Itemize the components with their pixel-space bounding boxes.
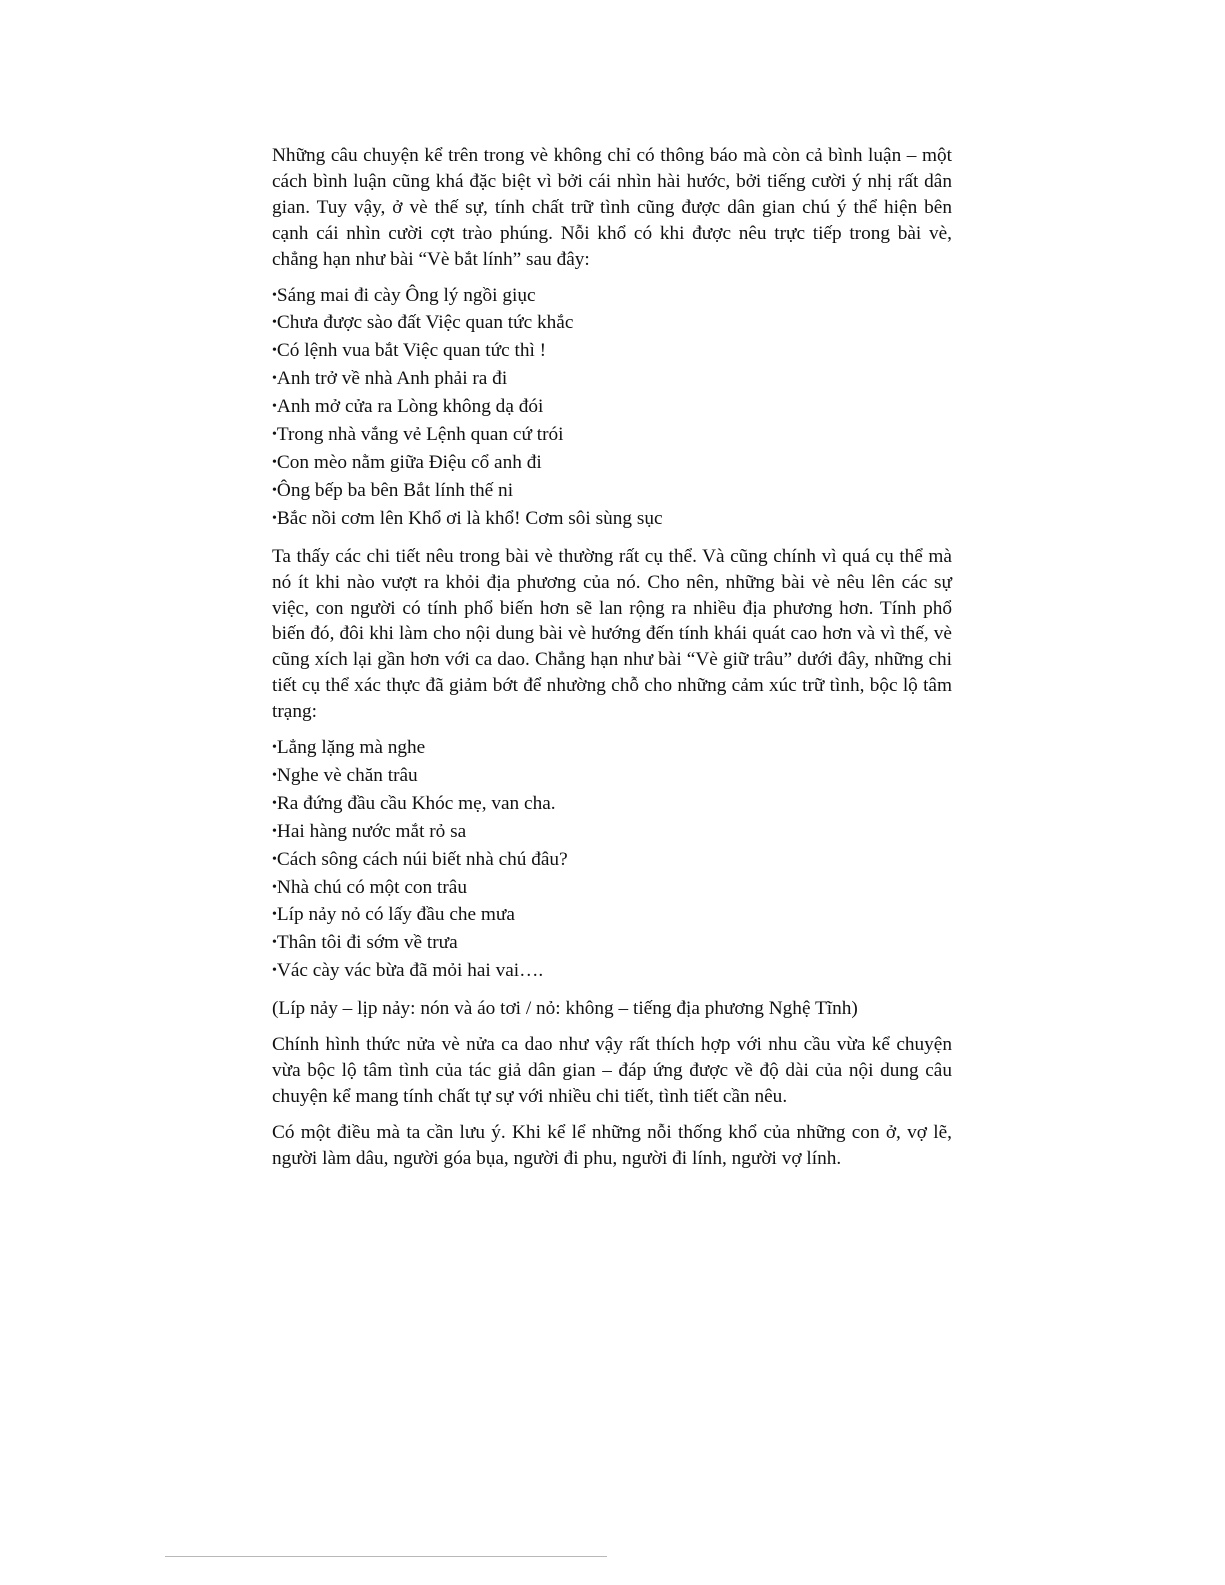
paragraph-analysis: Ta thấy các chi tiết nêu trong bài vè thường rất cụ thể. Và cũng chính vì quá cụ thể mà nó ít khi nào vượt ra khỏi địa phương của nó. Cho nên, những bài vè nêu lên các sự việc, con người có tính phổ biến hơn sẽ lan rộng ra nhiều địa phương hơn. Tính phổ biến đó, đôi khi làm cho nội dung bài vè hướng đến tính khái quát cao hơn và vì thế, vè cũng xích lại gần hơn với ca dao. Chẳng hạn như bài “Vè giữ trâu” dưới đây, những chi tiết cụ thể xác thực đã giảm bớt để nhường chỗ cho những cảm xúc trữ tình, bộc lộ tâm trạng: bbox=[272, 545, 952, 723]
bullet-icon: • bbox=[272, 287, 277, 303]
bullet-icon: • bbox=[272, 823, 277, 839]
bullet-icon: • bbox=[272, 399, 277, 415]
bullet-icon: • bbox=[272, 371, 277, 387]
bullet-icon: • bbox=[272, 851, 277, 867]
verse-line: •Nhà chú có một con trâu bbox=[272, 876, 467, 898]
bullet-icon: • bbox=[272, 454, 277, 470]
bullet-icon: • bbox=[272, 315, 277, 331]
verse-line: •Có lệnh vua bắt Việc quan tức thì ! bbox=[272, 340, 547, 362]
verse-ve-bat-linh bbox=[272, 283, 952, 534]
verse-line: •Con mèo nằm giữa Điệu cổ anh đi bbox=[272, 451, 542, 473]
verse-line: •Ra đứng đầu cầu Khóc mẹ, van cha. bbox=[272, 792, 556, 814]
verse-line: •Trong nhà vắng vẻ Lệnh quan cứ trói bbox=[272, 424, 564, 446]
verse-line: •Sáng mai đi cày Ông lý ngồi giục bbox=[272, 284, 536, 306]
verse-line: •Bắc nồi cơm lên Khổ ơi là khổ! Cơm sôi sùng sục bbox=[272, 507, 663, 529]
document-body bbox=[272, 143, 952, 1172]
verse-line: •Vác cày vác bừa đã mỏi hai vai…. bbox=[272, 960, 544, 982]
bullet-icon: • bbox=[272, 427, 277, 443]
bullet-icon: • bbox=[272, 510, 277, 526]
verse-line: •Cách sông cách núi biết nhà chú đâu? bbox=[272, 848, 568, 870]
bullet-icon: • bbox=[272, 795, 277, 811]
bullet-icon: • bbox=[272, 343, 277, 359]
verse-line: •Hai hàng nước mắt rỏ sa bbox=[272, 820, 467, 842]
verse-line: •Anh trở về nhà Anh phải ra đi bbox=[272, 368, 508, 390]
verse-line: •Ông bếp ba bên Bắt lính thế ni bbox=[272, 479, 514, 501]
paragraph-intro: Những câu chuyện kể trên trong vè không chỉ có thông báo mà còn cả bình luận – một cách bình luận cũng khá đặc biệt vì bởi cái nhìn hài hước, bởi tiếng cười ý nhị rất dân gian. Tuy vậy, ở vè thế sự, tính chất trữ tình cũng được dân gian chú ý thể hiện bên cạnh cái nhìn cười cợt trào phúng. Nỗi khổ có khi được nêu trực tiếp trong bài vè, chẳng hạn như bài “Vè bắt lính” sau đây: bbox=[272, 145, 952, 270]
paragraph-form: Chính hình thức nửa vè nửa ca dao như vậy rất thích hợp với nhu cầu vừa kể chuyện vừa bộc lộ tâm tình của tác giả dân gian – đáp ứng được về độ dài của nội dung câu chuyện kể mang tính chất tự sự với nhiều chi tiết, tình tiết cần nêu. bbox=[272, 1034, 952, 1107]
verse-ve-giu-trau bbox=[272, 735, 952, 986]
verse-line: •Chưa được sào đất Việc quan tức khắc bbox=[272, 312, 574, 334]
bullet-icon: • bbox=[272, 740, 277, 756]
verse-line: •Lẳng lặng mà nghe bbox=[272, 737, 426, 759]
verse-line: •Nghe vè chăn trâu bbox=[272, 764, 418, 786]
bullet-icon: • bbox=[272, 482, 277, 498]
bullet-icon: • bbox=[272, 767, 277, 783]
paragraph-remark: Có một điều mà ta cần lưu ý. Khi kể lể những nỗi thống khổ của những con ở, vợ lẽ, người làm dâu, người góa bụa, người đi phu, người đi lính, người vợ lính. bbox=[272, 1121, 952, 1169]
bullet-icon: • bbox=[272, 907, 277, 923]
verse-line: •Líp nảy nỏ có lấy đầu che mưa bbox=[272, 904, 515, 926]
verse-line: •Thân tôi đi sớm về trưa bbox=[272, 932, 458, 954]
verse-line: •Anh mở cửa ra Lòng không dạ đói bbox=[272, 396, 544, 418]
bullet-icon: • bbox=[272, 879, 277, 895]
dialect-note: (Líp nảy – lịp nảy: nón và áo tơi / nỏ: không – tiếng địa phương Nghệ Tĩnh) bbox=[272, 998, 858, 1020]
bullet-icon: • bbox=[272, 963, 277, 979]
bullet-icon: • bbox=[272, 935, 277, 951]
footnote-divider bbox=[165, 1556, 607, 1557]
